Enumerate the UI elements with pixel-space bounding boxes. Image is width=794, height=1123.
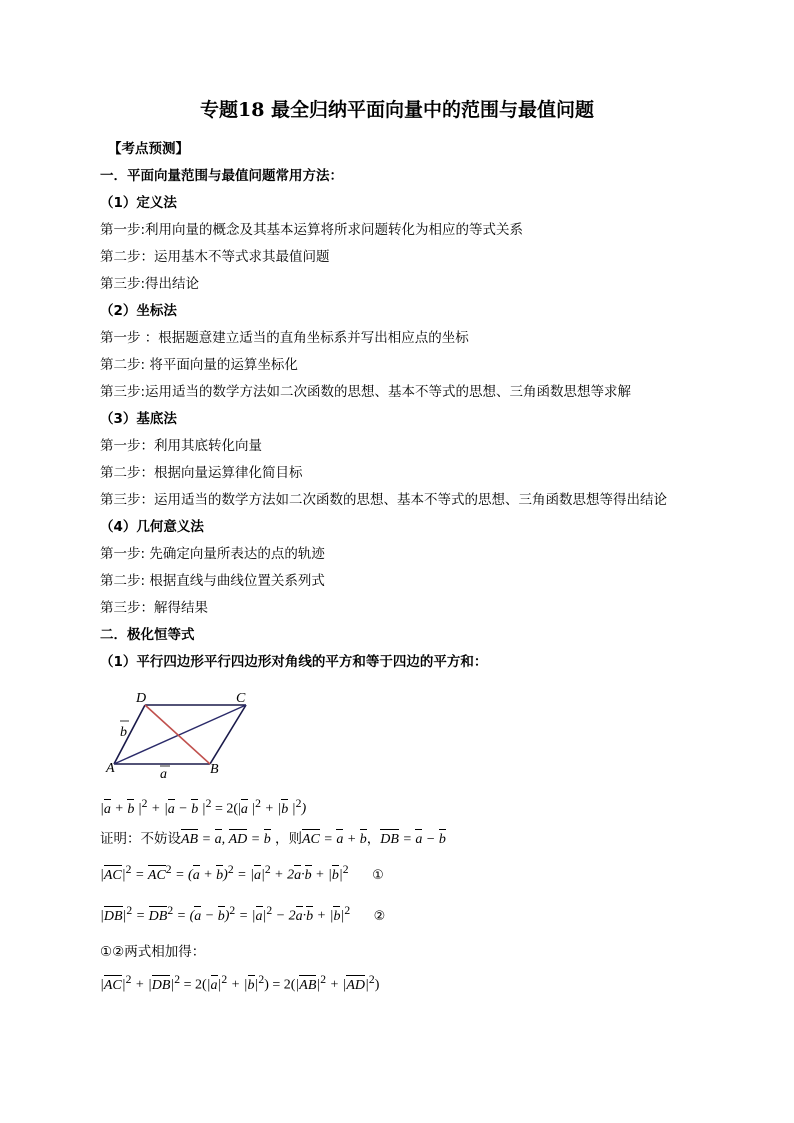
- heading-methods: 一．平面向量范围与最值问题常用方法：: [100, 168, 343, 184]
- parallelogram-statement: （1）平行四边形平行四边形对角线的平方和等于四边的平方和：: [100, 654, 488, 670]
- method-1-step-2: 第二步：运用基木不等式求其最值问题: [100, 249, 330, 265]
- vertex-c-label: C: [236, 691, 246, 706]
- method-3-step-3: 第三步：运用适当的数学方法如二次函数的思想、基本不等式的思想、三角函数思想等得出结论: [100, 492, 667, 508]
- side-da: [114, 705, 145, 764]
- method-1-step-3: 第三步:得出结论: [100, 276, 200, 292]
- vertex-b-label: B: [210, 762, 219, 777]
- side-bc: [210, 705, 246, 764]
- proof-intro: 证明：不妨设: [100, 831, 181, 847]
- method-2-step-1: 第一步 ：根据题意建立适当的直角坐标系并写出相应点的坐标: [100, 330, 469, 346]
- sum-label: ①②两式相加得：: [100, 944, 206, 960]
- vertex-d-label: D: [136, 691, 147, 706]
- proof-comma: ，: [366, 831, 381, 847]
- method-3-step-1: 第一步：利用其底转化向量: [100, 438, 262, 454]
- marker-2: ②: [373, 908, 386, 924]
- equation-2: $|DB|^2 = DB^2 = (a - b)^2 = |a|^2 - 2a\cdot b + |b|^2$ ②: [100, 904, 386, 924]
- vector-b-label: b: [120, 725, 127, 740]
- method-3-step-2: 第二步：根据向量运算律化简目标: [100, 465, 303, 481]
- vector-a-label: a: [160, 767, 167, 782]
- method-4-step-2: 第二步: 根据直线与曲线位置关系列式: [100, 573, 325, 589]
- method-2-step-3: 第三步:运用适当的数学方法如二次函数的思想、基本不等式的思想、三角函数思想等求解: [100, 384, 632, 400]
- parallelogram-figure: [100, 690, 250, 782]
- method-4-step-1: 第一步: 先确定向量所表达的点的轨迹: [100, 546, 325, 562]
- method-2-step-2: 第二步: 将平面向量的运算坐标化: [100, 357, 298, 373]
- diagonal-ac: [114, 705, 246, 764]
- equation-1: $|AC|^2 = AC^2 = (a + b)^2 = |a|^2 + 2a\cdot b + |b|^2$ ①: [100, 863, 384, 883]
- heading-polarization: 二．极化恒等式: [100, 627, 195, 643]
- method-4-title: （4）几何意义法: [100, 519, 204, 535]
- method-4-step-3: 第三步：解得结果: [100, 600, 208, 616]
- equation-sum: $|AC|^2 + |DB|^2 = 2(|a|^2 + |b|^2) = 2(|AB|^2 + |AD|^2)$: [100, 973, 380, 993]
- method-3-title: （3）基底法: [100, 411, 177, 427]
- vertex-a-label: A: [106, 761, 115, 776]
- proof-setup: 证明：不妨设AB = a, AD = b ，则AC = a + b，DB = a − b: [100, 831, 446, 847]
- parallelogram-identity: |a + b $|^2 + |a - b$ $|^2 = 2(|a$ $|^2 + |b$ $|^2$): [100, 797, 307, 817]
- method-2-title: （2）坐标法: [100, 303, 177, 319]
- proof-then: ，则: [274, 831, 302, 847]
- method-1-step-1: 第一步:利用向量的概念及其基本运算将所求问题转化为相应的等式关系: [100, 222, 524, 238]
- method-1-title: （1）定义法: [100, 195, 177, 211]
- diagonal-bd: [145, 705, 210, 764]
- page-title: 专题18 最全归纳平面向量中的范围与最值问题: [199, 99, 595, 121]
- marker-1: ①: [372, 867, 384, 883]
- section-label: 【考点预测】: [108, 141, 189, 157]
